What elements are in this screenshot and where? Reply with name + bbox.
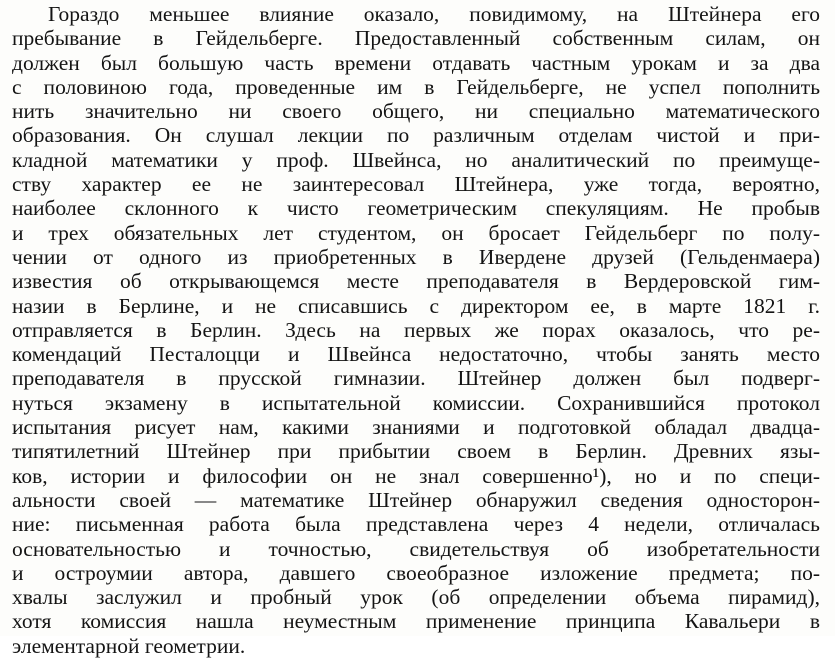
text-line: альности своей — математике Штейнер обнаружил сведения односторон- — [12, 487, 820, 512]
text-line: чении от одного из приобретенных в Ивердене друзей (Гельденмаера) — [12, 244, 820, 269]
text-line: пребывание в Гейдельберге. Предоставленный собственным силам, он — [12, 26, 820, 51]
text-line: хотя комиссия нашла неуместным применение принципа Кавальери в — [12, 609, 820, 634]
text-line: нить значительно ни своего общего, ни специально математического — [12, 99, 820, 124]
text-line: известия об открывающемся месте преподавателя в Вердеровской гим- — [12, 269, 820, 294]
text-line: и остроумии автора, давшего своеобразное изложение предмета; по- — [12, 560, 820, 585]
text-line: наиболее склонного к чисто геометрическим спекуляциям. Не пробыв — [12, 196, 820, 221]
text-line: испытания рисует нам, какими знаниями и подготовкой обладал двадца- — [12, 415, 820, 440]
text-line: кладной математики у проф. Швейнса, но аналитический по преимуще- — [12, 147, 820, 172]
text-line: основательностью и точностью, свидетельствуя об изобретательности — [12, 536, 820, 561]
text-line: элементарной геометрии. — [12, 633, 246, 658]
text-line: ков, истории и философии он не знал совершенно¹), но и по специ- — [12, 463, 820, 488]
text-line: типятилетний Штейнер при прибытии своем в Берлин. Древних язы- — [12, 439, 820, 464]
text-line: нуться экзамену в испытательной комиссии. Сохранившийся протокол — [12, 390, 820, 415]
text-line: и трех обязательных лет студентом, он бросает Гейдельберг по полу- — [12, 220, 820, 245]
text-line: образования. Он слушал лекции по различным отделам чистой и при- — [12, 123, 820, 148]
text-line: комендаций Песталоцци и Швейнса недостаточно, чтобы занять место — [12, 342, 820, 367]
text-line: Гораздо меньшее влияние оказало, повидимому, на Штейнера его — [48, 2, 820, 26]
text-line: назии в Берлине, и не списавшись с директором ее, в марте 1821 г. — [12, 293, 820, 318]
text-line: отправляется в Берлин. Здесь на первых же порах оказалось, что ре- — [12, 317, 820, 342]
text-line: с половиною года, проведенные им в Гейдельберге, не успел пополнить — [12, 74, 820, 99]
text-line: преподавателя в прусской гимназии. Штейнер должен был подверг- — [12, 366, 820, 391]
text-line: хвалы заслужил и пробный урок (об определении объема пирамид), — [12, 585, 820, 610]
text-line: должен был большую часть времени отдавать частным урокам и за два — [12, 50, 820, 75]
paragraph — [12, 2, 820, 658]
text-line: ству характер ее не заинтересовал Штейнера, уже тогда, вероятно, — [12, 172, 820, 197]
text-line: ние: письменная работа была представлена через 4 недели, отличалась — [12, 512, 820, 537]
